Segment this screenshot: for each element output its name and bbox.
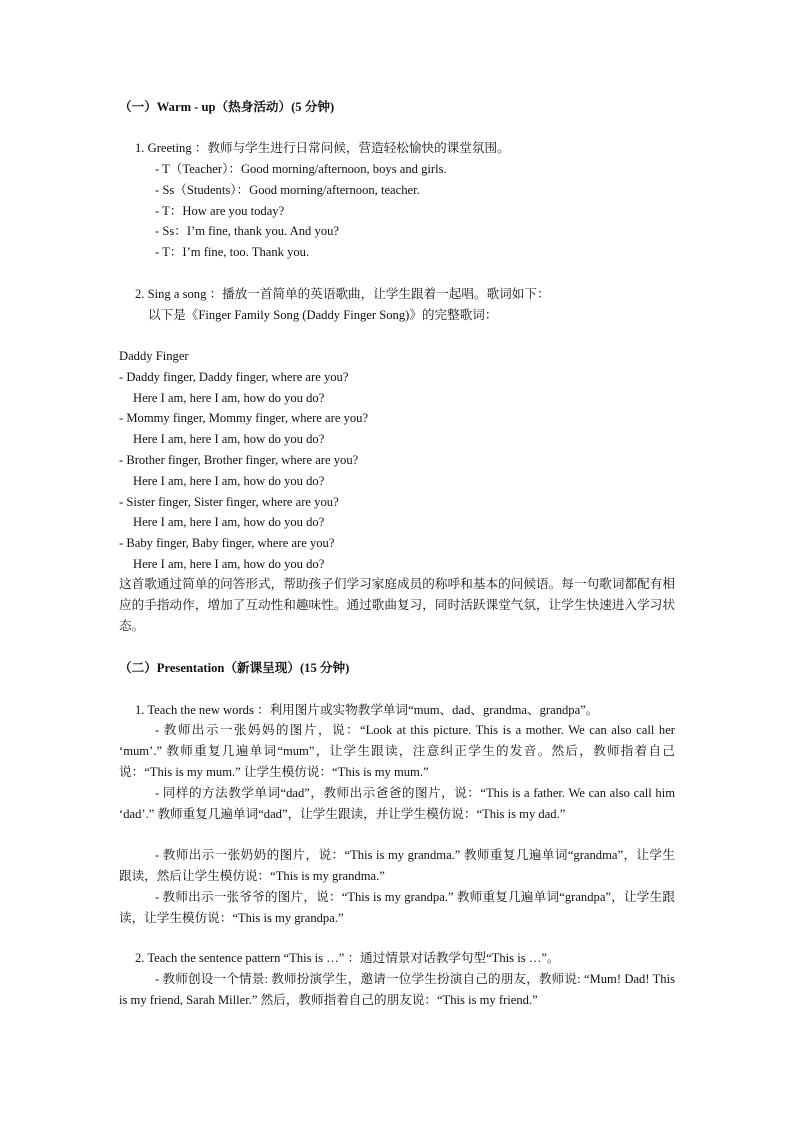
lyric-line: Here I am, here I am, how do you do? bbox=[133, 557, 325, 571]
lyric-line: - Baby finger, Baby finger, where are you? bbox=[119, 536, 335, 550]
lyric-line: - Daddy finger, Daddy finger, where are you? bbox=[119, 370, 349, 384]
dialogue-line: - T：I’m fine, too. Thank you. bbox=[155, 245, 310, 259]
song-name: Daddy Finger bbox=[119, 349, 189, 363]
greeting-title: 1. Greeting ：教师与学生进行日常问候，营造轻松愉快的课堂氛围。 bbox=[135, 141, 510, 155]
words-paragraph bbox=[119, 887, 675, 929]
lyric-line: Here I am, here I am, how do you do? bbox=[133, 432, 325, 446]
sentence-paragraph bbox=[119, 969, 675, 1011]
words-paragraph bbox=[119, 845, 675, 887]
lyric-line: - Sister finger, Sister finger, where are you? bbox=[119, 495, 339, 509]
paragraph-text: - 教师出示一张妈妈的图片，说：“Look at this picture. This is a mother. We can also call her ‘mum’.” 教师重复几遍单词“mum”，让学生跟读，注意纠正学生的发音。然后，教师指着自己说：“This is my mum.” 让学生模仿说：“This is my mum.” bbox=[119, 723, 675, 779]
section-heading-presentation: （二）Presentation（新课呈现）(15 分钟) bbox=[119, 661, 350, 675]
sentence-title: 2. Teach the sentence pattern “This is …” ：通过情景对话教学句型“This is …”。 bbox=[135, 951, 560, 965]
lyric-line: - Brother finger, Brother finger, where are you? bbox=[119, 453, 359, 467]
song-summary bbox=[119, 574, 675, 637]
paragraph-text: - 教师出示一张奶奶的图片，说：“This is my grandma.” 教师重复几遍单词“grandma”，让学生跟读，然后让学生模仿说：“This is my grandma.” bbox=[119, 848, 675, 883]
section-heading-warm-up: （一）Warm - up（热身活动）(5 分钟) bbox=[119, 100, 335, 114]
song-intro: 以下是《Finger Family Song (Daddy Finger Song)》的完整歌词： bbox=[148, 308, 498, 322]
paragraph-text: - 教师出示一张爷爷的图片，说：“This is my grandpa.” 教师重复几遍单词“grandpa”，让学生跟读，让学生模仿说：“This is my grandpa.” bbox=[119, 890, 675, 925]
dialogue-line: - Ss（Students）：Good morning/afternoon, teacher. bbox=[155, 183, 420, 197]
words-paragraph bbox=[119, 720, 675, 783]
lyric-line: Here I am, here I am, how do you do? bbox=[133, 474, 325, 488]
paragraph-text: - 教师创设一个情景: 教师扮演学生，邀请一位学生扮演自己的朋友，教师说: “Mum! Dad! This is my friend, Sarah Miller.” 然后，教师指着自己的朋友说：“This is my friend.” bbox=[119, 972, 675, 1007]
dialogue-line: - T（Teacher）：Good morning/afternoon, boys and girls. bbox=[155, 162, 447, 176]
lyric-line: Here I am, here I am, how do you do? bbox=[133, 515, 325, 529]
paragraph-text: - 同样的方法教学单词“dad”，教师出示爸爸的图片，说：“This is a father. We can also call him ‘dad’.” 教师重复几遍单词“dad”，让学生跟读，并让学生模仿说：“This is my dad.” bbox=[119, 786, 675, 821]
song-title: 2. Sing a song ：播放一首简单的英语歌曲，让学生跟着一起唱。歌词如下： bbox=[135, 287, 550, 301]
lyric-line: - Mommy finger, Mommy finger, where are you? bbox=[119, 411, 369, 425]
words-paragraph bbox=[119, 783, 675, 825]
lyric-line: Here I am, here I am, how do you do? bbox=[133, 391, 325, 405]
dialogue-line: - Ss：I’m fine, thank you. And you? bbox=[155, 224, 339, 238]
summary-text: 这首歌通过简单的问答形式，帮助孩子们学习家庭成员的称呼和基本的问候语。每一句歌词都配有相应的手指动作，增加了互动性和趣味性。通过歌曲复习，同时活跃课堂气氛，让学生快速进入学习状态。 bbox=[119, 577, 675, 633]
words-title: 1. Teach the new words ：利用图片或实物教学单词“mum、dad、grandma、grandpa”。 bbox=[135, 703, 599, 717]
dialogue-line: - T：How are you today? bbox=[155, 204, 285, 218]
